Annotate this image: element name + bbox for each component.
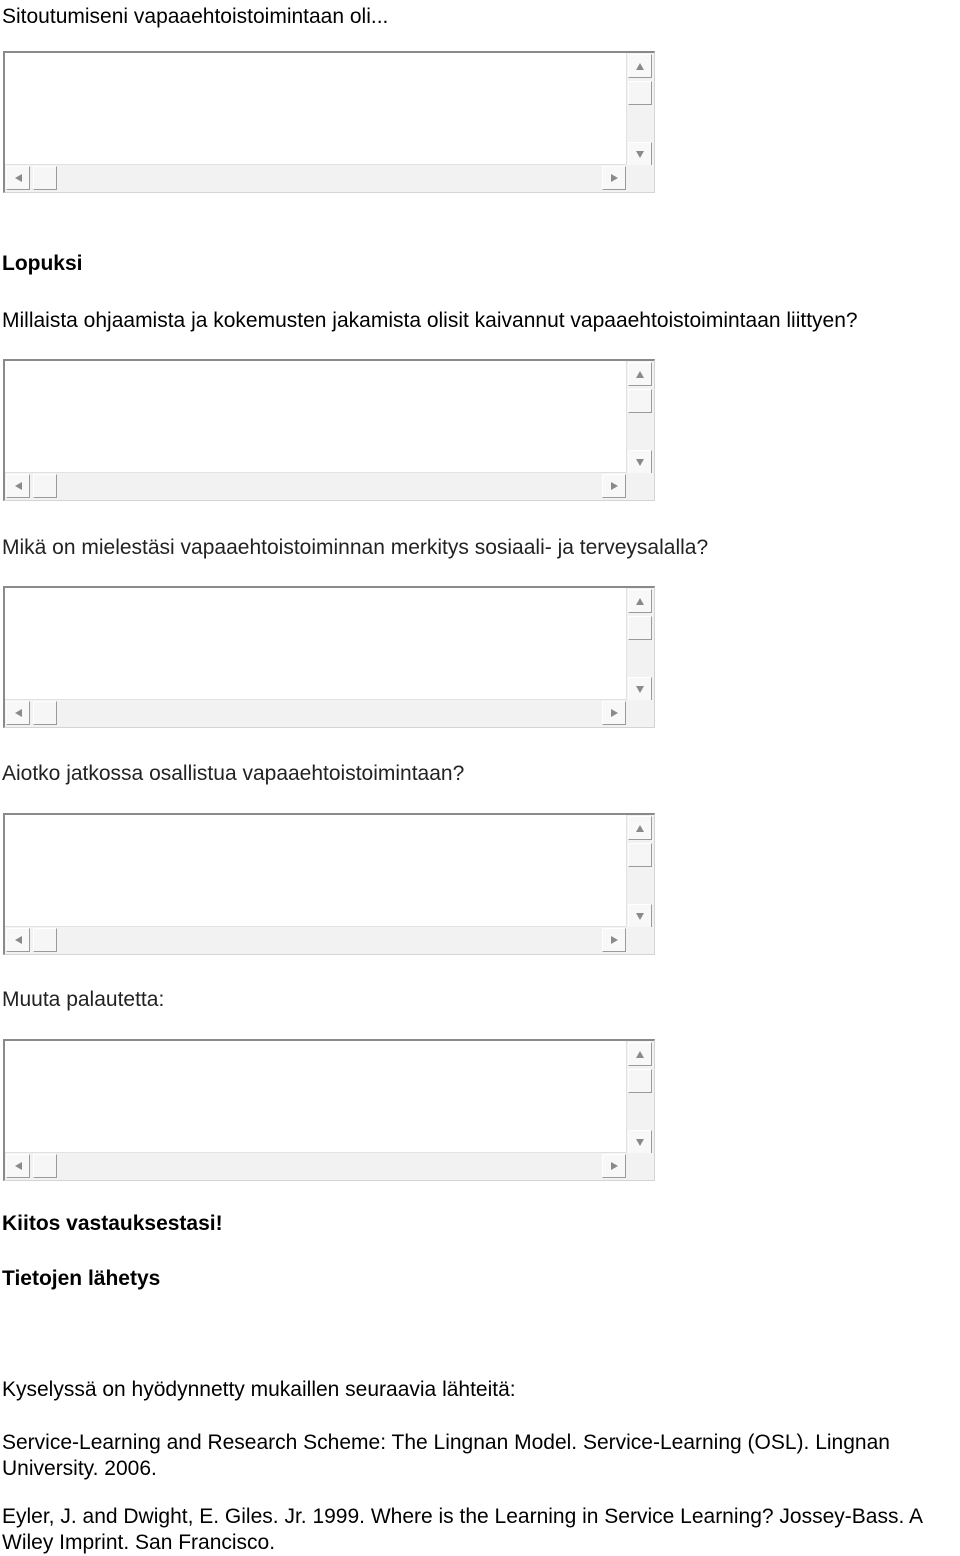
scroll-thumb[interactable] [628, 389, 652, 413]
arrow-up-icon[interactable] [628, 1042, 652, 1066]
arrow-right-icon[interactable] [602, 474, 626, 498]
scroll-thumb[interactable] [33, 1154, 57, 1178]
scroll-thumb[interactable] [33, 701, 57, 725]
arrow-down-icon[interactable] [628, 677, 652, 701]
scroll-corner [627, 473, 654, 500]
arrow-up-icon[interactable] [628, 816, 652, 840]
arrow-right-icon[interactable] [602, 166, 626, 190]
question-commitment: Sitoutumiseni vapaaehtoistoimintaan oli... [2, 5, 389, 28]
horizontal-scrollbar[interactable] [5, 472, 627, 500]
source-item: Eyler, J. and Dwight, E. Giles. Jr. 1999. Where is the Learning in Service Learning? Jossey-Bass. A Wiley Imprint. San Francisco. [2, 1505, 922, 1554]
thanks-text: Kiitos vastauksestasi! [2, 1212, 223, 1235]
scroll-thumb[interactable] [628, 616, 652, 640]
arrow-left-icon[interactable] [6, 166, 30, 190]
arrow-up-icon[interactable] [628, 362, 652, 386]
horizontal-scrollbar[interactable] [5, 164, 627, 192]
arrow-up-icon[interactable] [628, 589, 652, 613]
arrow-right-icon[interactable] [602, 1154, 626, 1178]
arrow-up-icon[interactable] [628, 54, 652, 78]
scroll-thumb[interactable] [33, 166, 57, 190]
textarea-continue[interactable] [3, 813, 655, 955]
arrow-down-icon[interactable] [628, 1130, 652, 1154]
textarea-commitment[interactable] [3, 51, 655, 193]
textarea-guidance[interactable] [3, 359, 655, 501]
vertical-scrollbar[interactable] [626, 361, 654, 476]
scroll-corner [627, 927, 654, 954]
section-heading: Lopuksi [2, 252, 83, 275]
arrow-right-icon[interactable] [602, 928, 626, 952]
submit-button[interactable]: Tietojen lähetys [2, 1267, 161, 1290]
textarea-feedback[interactable] [3, 1039, 655, 1181]
arrow-down-icon[interactable] [628, 450, 652, 474]
arrow-left-icon[interactable] [6, 928, 30, 952]
vertical-scrollbar[interactable] [626, 588, 654, 703]
vertical-scrollbar[interactable] [626, 1041, 654, 1156]
horizontal-scrollbar[interactable] [5, 699, 627, 727]
question-continue: Aiotko jatkossa osallistua vapaaehtoistoimintaan? [2, 762, 465, 785]
horizontal-scrollbar[interactable] [5, 1152, 627, 1180]
textarea-meaning[interactable] [3, 586, 655, 728]
sources-intro: Kyselyssä on hyödynnetty mukaillen seuraavia lähteitä: [2, 1378, 516, 1401]
scroll-thumb[interactable] [628, 81, 652, 105]
horizontal-scrollbar[interactable] [5, 926, 627, 954]
scroll-thumb[interactable] [33, 928, 57, 952]
scroll-thumb[interactable] [33, 474, 57, 498]
arrow-right-icon[interactable] [602, 701, 626, 725]
arrow-left-icon[interactable] [6, 701, 30, 725]
question-guidance: Millaista ohjaamista ja kokemusten jakamista olisit kaivannut vapaaehtoistoimintaan liittyen? [2, 309, 858, 332]
scroll-corner [627, 1153, 654, 1180]
arrow-left-icon[interactable] [6, 1154, 30, 1178]
arrow-left-icon[interactable] [6, 474, 30, 498]
scroll-thumb[interactable] [628, 1069, 652, 1093]
scroll-corner [627, 700, 654, 727]
scroll-corner [627, 165, 654, 192]
arrow-down-icon[interactable] [628, 142, 652, 166]
scroll-thumb[interactable] [628, 843, 652, 867]
source-item: Service-Learning and Research Scheme: The Lingnan Model. Service-Learning (OSL). Lingnan University. 2006. [2, 1431, 890, 1480]
vertical-scrollbar[interactable] [626, 815, 654, 930]
vertical-scrollbar[interactable] [626, 53, 654, 168]
arrow-down-icon[interactable] [628, 904, 652, 928]
question-meaning: Mikä on mielestäsi vapaaehtoistoiminnan merkitys sosiaali- ja terveysalalla? [2, 536, 709, 559]
question-feedback: Muuta palautetta: [2, 988, 165, 1011]
